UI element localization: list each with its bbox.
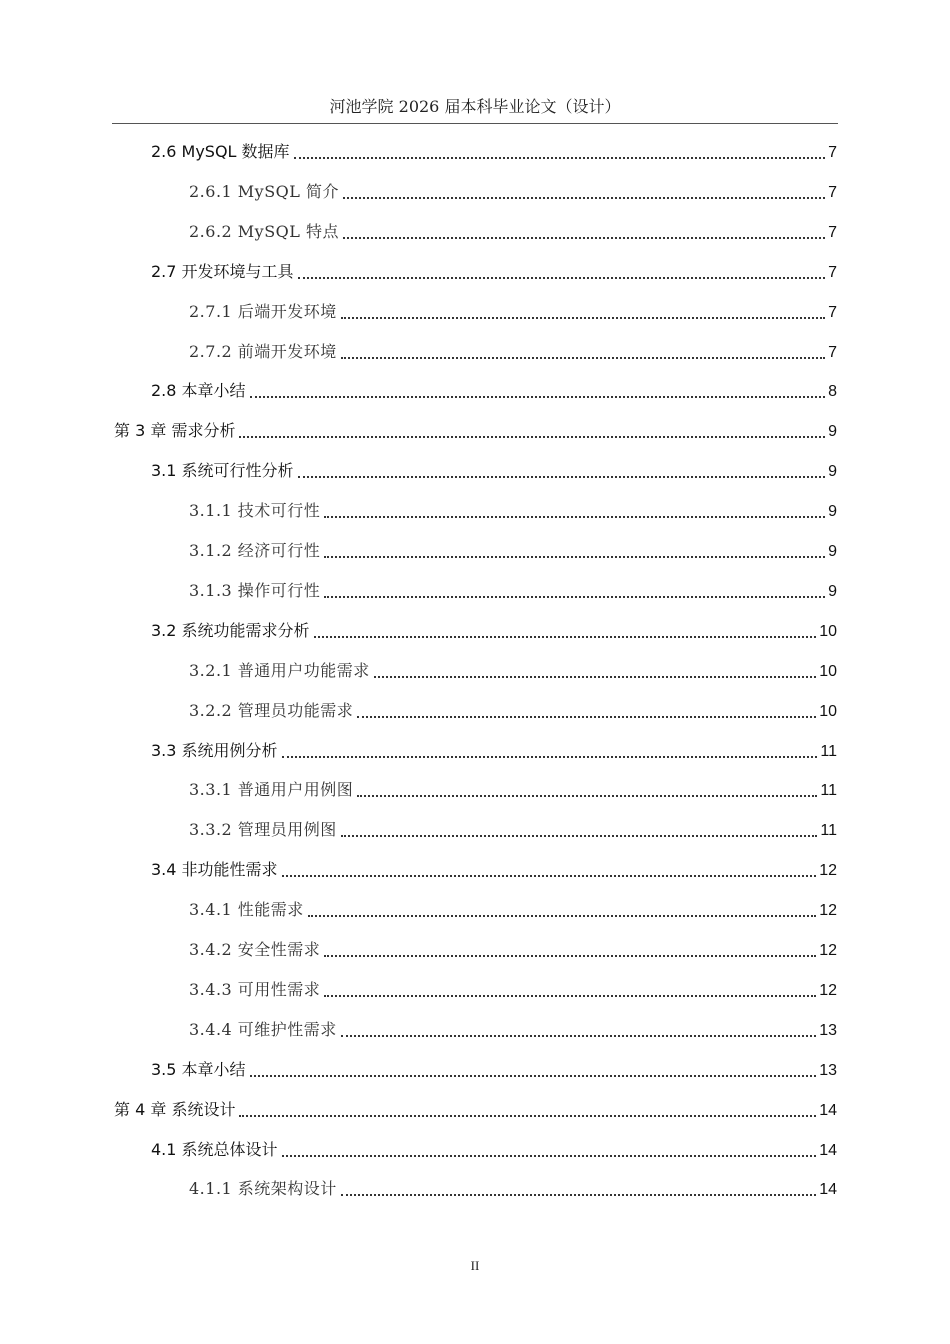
toc-dot-leader bbox=[282, 1154, 817, 1157]
toc-entry-page: 9 bbox=[828, 463, 837, 481]
toc-entry-title: 3.3 系统用例分析 bbox=[151, 740, 278, 760]
toc-entry-title: 2.7.1 后端开发环境 bbox=[189, 301, 337, 321]
toc-dot-leader bbox=[250, 1074, 817, 1077]
page-number: II bbox=[470, 1258, 480, 1273]
toc-entry[interactable] bbox=[151, 371, 837, 411]
toc-dot-leader bbox=[343, 196, 825, 199]
toc-entry[interactable] bbox=[189, 1010, 837, 1050]
toc-entry[interactable] bbox=[189, 172, 837, 212]
toc-entry-page: 11 bbox=[820, 782, 837, 800]
toc-entry-page: 14 bbox=[819, 1181, 837, 1199]
toc-dot-leader bbox=[324, 595, 825, 598]
toc-entry-page: 12 bbox=[819, 981, 837, 999]
toc-dot-leader bbox=[324, 515, 825, 518]
toc-entry-page: 13 bbox=[819, 1021, 837, 1039]
toc-dot-leader bbox=[282, 755, 818, 758]
toc-entry[interactable] bbox=[189, 1169, 837, 1209]
toc-entry-title: 3.4.3 可用性需求 bbox=[189, 979, 321, 999]
toc-entry[interactable] bbox=[151, 1130, 837, 1170]
toc-entry-title: 第 3 章 需求分析 bbox=[114, 421, 236, 441]
toc-entry-page: 10 bbox=[819, 622, 837, 640]
toc-entry[interactable] bbox=[189, 332, 837, 372]
toc-entry[interactable] bbox=[189, 531, 837, 571]
toc-dot-leader bbox=[341, 356, 825, 359]
toc-dot-leader bbox=[282, 874, 817, 877]
toc-dot-leader bbox=[357, 715, 816, 718]
toc-entry-title: 2.8 本章小结 bbox=[151, 381, 246, 401]
toc-entry[interactable] bbox=[189, 212, 837, 252]
toc-entry[interactable] bbox=[151, 132, 837, 172]
toc-entry[interactable] bbox=[151, 1050, 837, 1090]
toc-entry-title: 4.1.1 系统架构设计 bbox=[189, 1179, 337, 1199]
toc-entry-page: 9 bbox=[828, 423, 837, 441]
toc-dot-leader bbox=[294, 156, 826, 159]
toc-entry-title: 第 4 章 系统设计 bbox=[114, 1099, 236, 1119]
toc-entry-page: 10 bbox=[819, 662, 837, 680]
toc-entry-title: 3.4.2 安全性需求 bbox=[189, 940, 321, 959]
toc-entry[interactable] bbox=[189, 691, 837, 731]
toc-entry-title: 3.4.4 可维护性需求 bbox=[189, 1019, 337, 1039]
toc-entry[interactable] bbox=[189, 491, 837, 531]
toc-entry[interactable] bbox=[189, 810, 837, 850]
toc-entry-title: 3.5 本章小结 bbox=[151, 1059, 246, 1079]
toc-dot-leader bbox=[298, 276, 826, 279]
toc-entry[interactable] bbox=[151, 451, 837, 491]
toc-entry-page: 12 bbox=[819, 942, 837, 959]
toc-entry-title: 3.2 系统功能需求分析 bbox=[151, 620, 310, 640]
toc-entry[interactable] bbox=[151, 731, 837, 771]
toc-entry-title: 3.2.2 管理员功能需求 bbox=[189, 700, 354, 720]
toc-entry-title: 3.1.1 技术可行性 bbox=[189, 501, 321, 521]
toc-entry[interactable] bbox=[151, 252, 837, 292]
toc-entry-page: 14 bbox=[819, 1141, 837, 1159]
toc-entry-page: 9 bbox=[828, 582, 837, 600]
toc-dot-leader bbox=[314, 635, 817, 638]
toc-dot-leader bbox=[250, 395, 826, 398]
toc-entry-title: 3.4 非功能性需求 bbox=[151, 860, 278, 880]
toc-entry-title: 2.7.2 前端开发环境 bbox=[189, 341, 337, 361]
toc-entry-title: 2.7 开发环境与工具 bbox=[151, 261, 294, 281]
toc-entry-title: 3.1.3 操作可行性 bbox=[189, 580, 321, 600]
toc-entry[interactable] bbox=[114, 1090, 837, 1130]
toc-entry-title: 2.6 MySQL 数据库 bbox=[151, 142, 290, 161]
toc-dot-leader bbox=[308, 914, 816, 917]
toc-dot-leader bbox=[341, 316, 825, 319]
toc-entry-page: 7 bbox=[828, 183, 837, 201]
toc-entry-title: 2.6.2 MySQL 特点 bbox=[189, 221, 340, 241]
toc-entry[interactable] bbox=[151, 850, 837, 890]
toc-dot-leader bbox=[374, 675, 816, 678]
toc-entry-page: 8 bbox=[828, 383, 837, 401]
toc-entry[interactable] bbox=[114, 411, 837, 451]
toc-entry-title: 3.1.2 经济可行性 bbox=[189, 541, 321, 560]
toc-entry[interactable] bbox=[189, 970, 837, 1010]
toc-entry-page: 7 bbox=[828, 343, 837, 361]
toc-dot-leader bbox=[341, 1034, 816, 1037]
toc-dot-leader bbox=[357, 794, 817, 797]
toc-entry-page: 7 bbox=[828, 263, 837, 281]
toc-dot-leader bbox=[239, 435, 825, 438]
toc-entry-page: 12 bbox=[819, 902, 837, 920]
toc-entry-page: 7 bbox=[828, 144, 837, 161]
toc-entry-title: 3.1 系统可行性分析 bbox=[151, 461, 294, 481]
toc-entry-title: 3.2.1 普通用户功能需求 bbox=[189, 660, 370, 680]
toc-entry-title: 3.3.2 管理员用例图 bbox=[189, 820, 337, 840]
toc-entry[interactable] bbox=[189, 890, 837, 930]
toc-entry[interactable] bbox=[189, 770, 837, 810]
toc-entry[interactable] bbox=[189, 651, 837, 691]
toc-entry[interactable] bbox=[189, 292, 837, 332]
toc-dot-leader bbox=[324, 954, 816, 957]
toc-entry-page: 10 bbox=[819, 702, 837, 720]
toc-entry-page: 7 bbox=[828, 223, 837, 241]
toc-dot-leader bbox=[341, 834, 818, 837]
toc-entry-page: 9 bbox=[828, 543, 837, 560]
toc-dot-leader bbox=[324, 994, 816, 997]
header-divider bbox=[112, 123, 838, 124]
page-header: 河池学院 2026 届本科毕业论文（设计） bbox=[329, 97, 621, 116]
toc-dot-leader bbox=[239, 1114, 816, 1117]
toc-dot-leader bbox=[298, 475, 826, 478]
toc-entry-page: 11 bbox=[820, 822, 837, 840]
toc-entry[interactable] bbox=[189, 571, 837, 611]
toc-entry-page: 11 bbox=[820, 742, 837, 760]
toc-entry-page: 9 bbox=[828, 503, 837, 521]
toc-entry-title: 3.4.1 性能需求 bbox=[189, 900, 304, 920]
toc-entry[interactable] bbox=[151, 611, 837, 651]
toc-entry[interactable] bbox=[189, 930, 837, 970]
toc-entry-page: 14 bbox=[819, 1101, 837, 1119]
toc-entry-title: 3.3.1 普通用户用例图 bbox=[189, 780, 354, 800]
toc-dot-leader bbox=[343, 236, 825, 239]
toc-dot-leader bbox=[341, 1193, 816, 1196]
toc-dot-leader bbox=[324, 555, 825, 558]
toc-entry-title: 2.6.1 MySQL 简介 bbox=[189, 181, 340, 201]
toc-entry-page: 12 bbox=[819, 862, 837, 880]
toc-entry-page: 7 bbox=[828, 303, 837, 321]
toc-entry-page: 13 bbox=[819, 1061, 837, 1079]
toc-entry-title: 4.1 系统总体设计 bbox=[151, 1139, 278, 1159]
